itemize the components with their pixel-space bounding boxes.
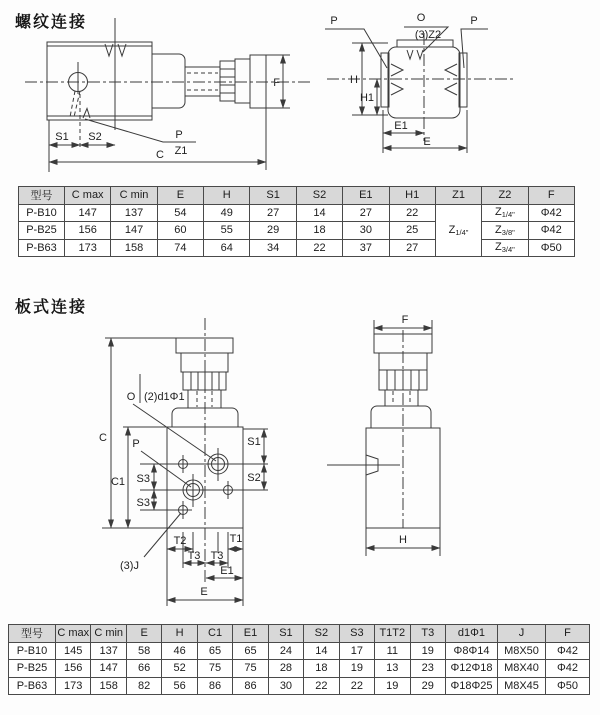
port-label-p: P — [175, 129, 183, 141]
table-cell: 18 — [304, 660, 339, 678]
table-cell: 156 — [65, 222, 111, 240]
table-cell: 19 — [339, 660, 374, 678]
dim-label-f: F — [401, 314, 409, 326]
table-cell: 54 — [157, 204, 203, 222]
table-cell: 66 — [126, 660, 161, 678]
table-cell: M8X50 — [498, 642, 546, 660]
column-header: T3 — [410, 625, 445, 643]
dim-label-s3-bottom: S3 — [136, 497, 150, 509]
table-cell: 22 — [389, 204, 435, 222]
table-cell: 55 — [204, 222, 250, 240]
column-header: S2 — [304, 625, 339, 643]
threaded-side-view-drawing — [15, 10, 315, 178]
table-cell: 145 — [56, 642, 91, 660]
table-cell: 56 — [162, 677, 197, 695]
table-cell: 158 — [91, 677, 126, 695]
dim-label-t3-right: T3 — [210, 550, 224, 562]
thread-label-z2: (3)Z2 — [414, 29, 442, 41]
table-cell: M8X45 — [498, 677, 546, 695]
plate-side-labels — [399, 314, 409, 546]
port-label-p-right: P — [470, 15, 478, 27]
column-header: C min — [111, 187, 157, 205]
dim-label-c: C — [156, 149, 164, 161]
dim-label-s2: S2 — [247, 472, 261, 484]
table-cell: 17 — [339, 642, 374, 660]
table-cell: P-B10 — [9, 642, 56, 660]
thread-size-subscript: 3/4" — [501, 245, 515, 255]
table-cell: Φ42 — [546, 642, 590, 660]
threaded-front-labels — [330, 12, 477, 148]
dim-label-h: H — [350, 74, 358, 86]
column-header: F — [528, 187, 574, 205]
table-cell: 158 — [111, 239, 157, 257]
table-cell: Φ12Φ18 — [446, 660, 498, 678]
table-cell: Φ50 — [528, 239, 574, 257]
table-cell: 37 — [343, 239, 389, 257]
port-label-o: O — [416, 12, 426, 24]
table-cell: 49 — [204, 204, 250, 222]
table-cell: Φ42 — [528, 204, 574, 222]
table-cell: P-B63 — [9, 677, 56, 695]
table-row — [9, 660, 590, 678]
table-cell: 46 — [162, 642, 197, 660]
thread-size-subscript: 1/4" — [455, 227, 469, 237]
table-cell: 75 — [197, 660, 232, 678]
port-label-p: P — [132, 438, 140, 450]
table-cell: 30 — [268, 677, 303, 695]
column-header: T1T2 — [375, 625, 410, 643]
table-cell: 147 — [111, 222, 157, 240]
threaded-front-view-drawing — [320, 8, 582, 165]
table-cell: 28 — [268, 660, 303, 678]
port-label-o: O — [126, 391, 136, 403]
section-title-plate: 板式连接 — [15, 299, 88, 316]
table-cell: P-B25 — [19, 222, 65, 240]
table-cell: Z1/4" — [482, 204, 528, 222]
table-cell: 24 — [268, 642, 303, 660]
plate-front-labels — [99, 391, 261, 598]
dim-label-t2: T2 — [173, 535, 187, 547]
dim-label-s1: S1 — [55, 131, 69, 143]
dim-label-e: E — [200, 586, 208, 598]
table-cell: 137 — [91, 642, 126, 660]
table-row — [9, 642, 590, 660]
table-row — [19, 239, 575, 257]
column-header: C min — [91, 625, 126, 643]
table-cell: P-B63 — [19, 239, 65, 257]
table-cell: 22 — [304, 677, 339, 695]
table-cell: 65 — [233, 642, 268, 660]
plate-front-view-drawing — [95, 315, 290, 612]
table-row — [9, 677, 590, 695]
column-header: E — [157, 187, 203, 205]
threaded-front-geometry — [325, 27, 513, 153]
table-cell: 173 — [65, 239, 111, 257]
hole-label-d1: (2)d1Φ1 — [144, 391, 185, 403]
table-cell: 27 — [343, 204, 389, 222]
table-cell: P-B10 — [19, 204, 65, 222]
table-cell: 29 — [410, 677, 445, 695]
table-cell: 74 — [157, 239, 203, 257]
table-cell: 22 — [339, 677, 374, 695]
table-cell: M8X40 — [498, 660, 546, 678]
dim-label-t3-left: T3 — [187, 550, 201, 562]
table-cell: 22 — [296, 239, 342, 257]
table-cell: 23 — [410, 660, 445, 678]
table-cell: 58 — [126, 642, 161, 660]
table-cell: 60 — [157, 222, 203, 240]
table-cell: 14 — [304, 642, 339, 660]
plate-dimensions-table — [8, 624, 590, 695]
table-cell: 19 — [375, 677, 410, 695]
column-header: F — [546, 625, 590, 643]
table-cell: Φ8Φ14 — [446, 642, 498, 660]
port-label-p-left: P — [330, 15, 338, 27]
column-header: E1 — [233, 625, 268, 643]
dim-label-e1: E1 — [394, 120, 408, 132]
column-header: S2 — [296, 187, 342, 205]
table-cell: Φ42 — [546, 660, 590, 678]
table-cell: 65 — [197, 642, 232, 660]
table-cell: Z1/4" — [435, 204, 481, 257]
thread-label-z1: Z1 — [174, 145, 188, 157]
table-cell: 86 — [233, 677, 268, 695]
column-header: d1Φ1 — [446, 625, 498, 643]
table-cell: 137 — [111, 204, 157, 222]
table-row — [19, 204, 575, 222]
plate-side-view-drawing — [320, 313, 465, 560]
column-header: E1 — [343, 187, 389, 205]
plate-side-geometry — [327, 320, 440, 556]
dim-label-h1: H1 — [359, 92, 374, 104]
table-cell: 19 — [410, 642, 445, 660]
table-cell: Φ50 — [546, 677, 590, 695]
column-header: E — [126, 625, 161, 643]
thread-size-subscript: 3/8" — [501, 227, 515, 237]
table-cell: Z3/8" — [482, 222, 528, 240]
column-header: H1 — [389, 187, 435, 205]
header-row — [19, 187, 575, 205]
table-cell: 147 — [65, 204, 111, 222]
column-header: S1 — [268, 625, 303, 643]
dim-label-c1: C1 — [110, 476, 125, 488]
table-cell: 34 — [250, 239, 296, 257]
dim-label-h: H — [399, 534, 407, 546]
table-cell: 11 — [375, 642, 410, 660]
column-header: S3 — [339, 625, 374, 643]
table-cell: 27 — [250, 204, 296, 222]
column-header: Z1 — [435, 187, 481, 205]
table-cell: 18 — [296, 222, 342, 240]
dim-label-s1: S1 — [247, 436, 261, 448]
table-cell: Z3/4" — [482, 239, 528, 257]
table-cell: 86 — [197, 677, 232, 695]
thread-size-subscript: 1/4" — [501, 210, 515, 220]
table-cell: 25 — [389, 222, 435, 240]
table-cell: 29 — [250, 222, 296, 240]
column-header: H — [162, 625, 197, 643]
hole-label-j: (3)J — [120, 560, 139, 572]
column-header: Z2 — [482, 187, 528, 205]
header-row — [9, 625, 590, 643]
dim-label-s2: S2 — [88, 131, 102, 143]
table-cell: Φ18Φ25 — [446, 677, 498, 695]
column-header: C max — [56, 625, 91, 643]
dim-label-e: E — [423, 136, 431, 148]
column-header: J — [498, 625, 546, 643]
column-header: C max — [65, 187, 111, 205]
table-cell: 30 — [343, 222, 389, 240]
column-header: 型号 — [19, 187, 65, 205]
table-cell: 27 — [389, 239, 435, 257]
table-cell: 52 — [162, 660, 197, 678]
table-cell: 173 — [56, 677, 91, 695]
section-title-threaded: 螺纹连接 — [15, 14, 88, 31]
table-cell: 156 — [56, 660, 91, 678]
table-cell: 64 — [204, 239, 250, 257]
table-cell: 82 — [126, 677, 161, 695]
dim-label-c: C — [99, 432, 107, 444]
threaded-side-geometry — [25, 18, 310, 172]
dim-label-s3-top: S3 — [136, 473, 150, 485]
table-cell: 147 — [91, 660, 126, 678]
table-row — [19, 222, 575, 240]
column-header: 型号 — [9, 625, 56, 643]
dim-label-f: F — [273, 77, 280, 89]
column-header: H — [204, 187, 250, 205]
table-cell: 75 — [233, 660, 268, 678]
table-cell: 14 — [296, 204, 342, 222]
dim-label-e1: E1 — [220, 565, 234, 577]
column-header: C1 — [197, 625, 232, 643]
dim-label-t1: T1 — [229, 533, 243, 545]
threaded-dimensions-table — [18, 186, 575, 257]
table-cell: Φ42 — [528, 222, 574, 240]
table-cell: P-B25 — [9, 660, 56, 678]
column-header: S1 — [250, 187, 296, 205]
table-cell: 13 — [375, 660, 410, 678]
threaded-side-labels — [55, 77, 280, 161]
